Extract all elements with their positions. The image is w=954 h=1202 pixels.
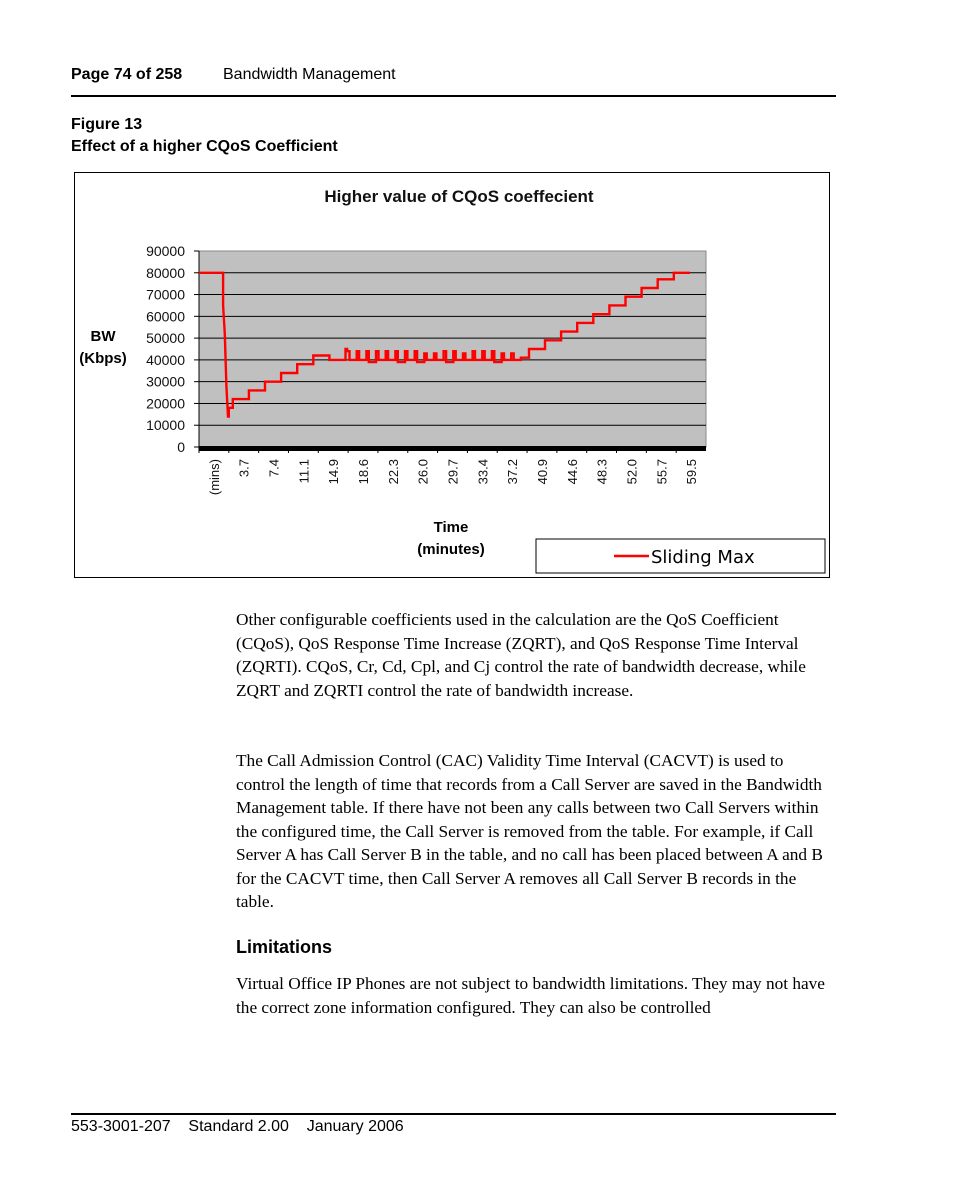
bandwidth-chart <box>75 173 829 577</box>
x-tick-label-0: (mins) <box>206 459 222 496</box>
y-tick-label-90000: 90000 <box>146 243 185 259</box>
x-tick-label-10: 37.2 <box>505 459 521 485</box>
x-tick-label-4: 14.9 <box>326 459 342 485</box>
figure-number: Figure 13 <box>71 116 143 133</box>
figure-title: Effect of a higher CQoS Coefficient <box>71 138 338 155</box>
x-tick-label-1: 3.7 <box>236 459 252 478</box>
plot-background <box>199 251 706 447</box>
footer-rule <box>71 1113 836 1115</box>
y-tick-label-20000: 20000 <box>146 395 185 412</box>
page-footer: 553-3001-207 Standard 2.00 January 2006 <box>71 1118 404 1135</box>
header-rule <box>71 95 836 97</box>
paragraph-cacvt: The Call Admission Control (CAC) Validity Time Interval (CACVT) is used to control the length of time that records from a Call Server are saved in the Bandwidth Management table. If there have not been any calls between two Call Servers within the configured time, the Call Server is removed from the table. For example, if Call Server A has Call Server B in the table, and no call has been placed between A and B for the CACVT time, then Call Server A removes all Call Server B records in the table. <box>236 751 823 911</box>
x-tick-label-12: 44.6 <box>564 459 580 485</box>
x-tick-label-3: 11.1 <box>296 459 312 484</box>
figure-caption <box>71 114 338 158</box>
paragraph-limitations: Virtual Office IP Phones are not subject to bandwidth limitations. They may not have the correct zone information configured. They can also be controlled <box>236 974 825 1017</box>
x-tick-label-9: 33.4 <box>475 459 491 485</box>
page-header <box>71 66 396 84</box>
plot-area <box>146 243 706 495</box>
x-tick-label-8: 29.7 <box>445 459 461 485</box>
x-tick-label-16: 59.5 <box>684 459 700 485</box>
x-tick-label-2: 7.4 <box>266 459 282 478</box>
chart-title: Higher value of CQoS coeffecient <box>324 187 594 206</box>
legend-label-sliding-max: Sliding Max <box>651 547 755 568</box>
y-tick-label-60000: 60000 <box>146 308 185 325</box>
x-tick-label-13: 48.3 <box>594 459 610 485</box>
y-axis-label-unit: (Kbps) <box>79 350 127 367</box>
y-tick-label-30000: 30000 <box>146 373 185 390</box>
y-tick-label-40000: 40000 <box>146 351 185 368</box>
x-tick-label-14: 52.0 <box>624 459 640 485</box>
x-tick-label-15: 55.7 <box>654 459 670 485</box>
section-title: Bandwidth Management <box>223 66 396 83</box>
x-axis-label-time: Time <box>433 519 469 536</box>
x-tick-label-6: 22.3 <box>385 459 401 485</box>
y-tick-label-0: 0 <box>177 439 185 455</box>
y-tick-label-70000: 70000 <box>146 286 185 303</box>
x-axis-line <box>199 446 706 451</box>
paragraph-coefficients: Other configurable coefficients used in the calculation are the QoS Coefficient (CQoS), QoS Response Time Increase (ZQRT), and QoS Response Time Interval (ZQRTI). CQoS, Cr, Cd, Cpl, and Cj control the rate of bandwidth decrease, while ZQRT and ZQRTI control the rate of bandwidth increase. <box>236 610 806 700</box>
x-axis-label-unit: (minutes) <box>417 541 485 558</box>
x-tick-label-5: 18.6 <box>356 459 372 485</box>
y-tick-label-80000: 80000 <box>146 264 185 281</box>
y-tick-label-10000: 10000 <box>146 417 185 434</box>
y-axis-label-bw: BW <box>90 328 116 345</box>
legend <box>536 539 825 573</box>
x-tick-label-7: 26.0 <box>415 459 431 485</box>
y-tick-label-50000: 50000 <box>146 330 185 347</box>
limitations-heading: Limitations <box>236 937 333 957</box>
x-tick-label-11: 40.9 <box>534 459 550 485</box>
chart-frame <box>74 172 830 578</box>
page-number: Page 74 of 258 <box>71 66 183 83</box>
